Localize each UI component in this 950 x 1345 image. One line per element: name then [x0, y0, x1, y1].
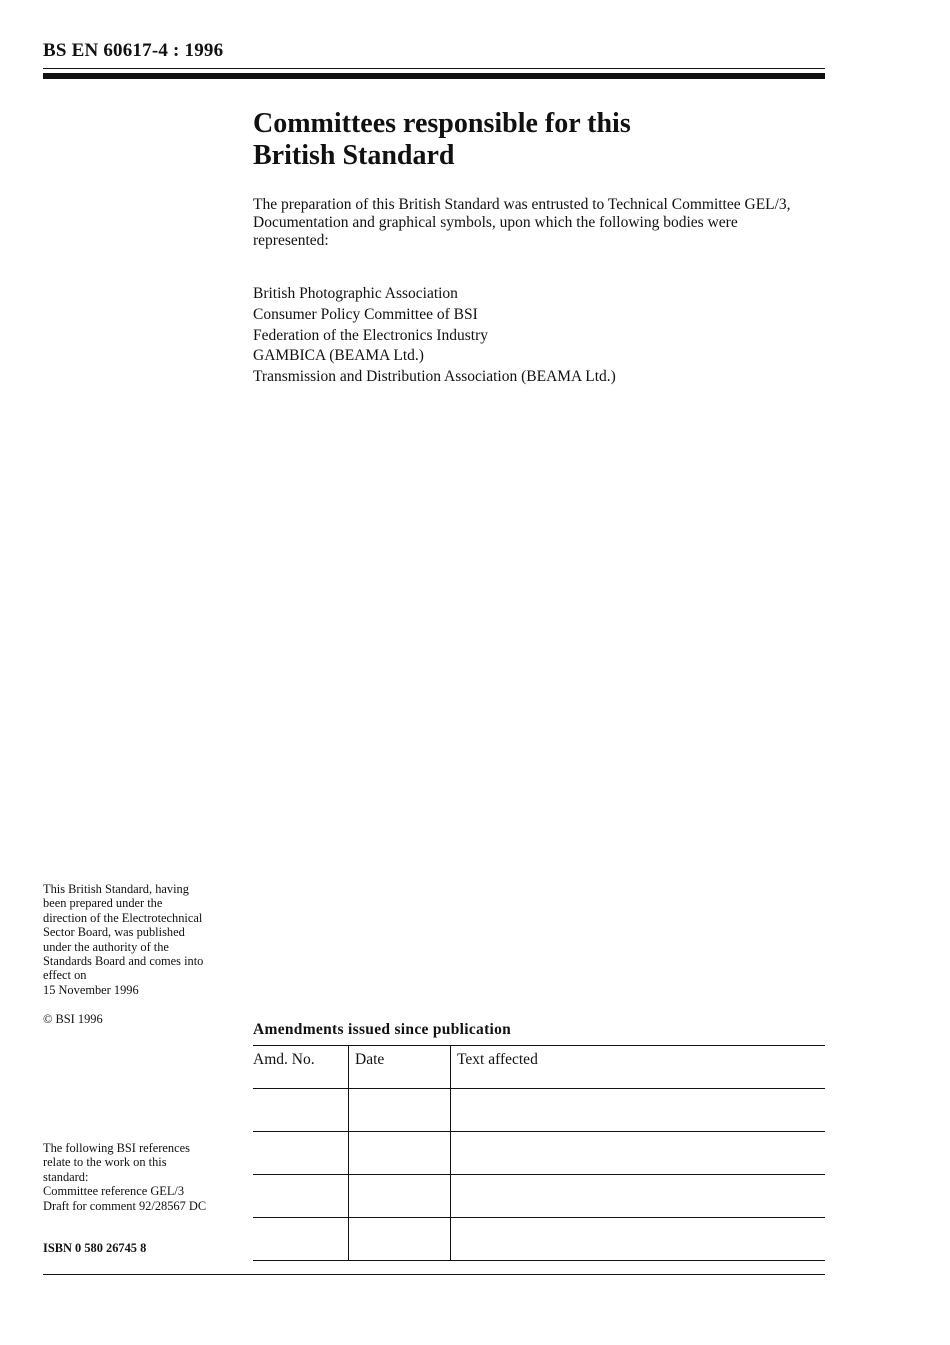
list-item: Consumer Policy Committee of BSI	[253, 305, 478, 323]
table-header-row	[253, 1046, 825, 1089]
page-title	[253, 108, 813, 172]
publication-note-line: direction of the Electrotechnical	[43, 910, 203, 925]
list-item: British Photographic Association	[253, 285, 458, 302]
list-item: Transmission and Distribution Association (BEAMA Ltd.)	[253, 368, 616, 386]
table-row	[253, 1218, 825, 1261]
intro-paragraph: The preparation of this British Standard was entrusted to Technical Committee GEL/3, Documentation and graphical symbols, upon which the following bodies were represented:	[253, 196, 791, 249]
header-rule-thick	[43, 73, 825, 79]
table-cell	[253, 1089, 349, 1132]
bsi-references-line: relate to the work on this	[43, 1155, 167, 1170]
table-cell	[451, 1089, 826, 1132]
column-header-amd-no: Amd. No.	[253, 1046, 349, 1089]
publication-note-line: 15 November 1996	[43, 982, 139, 997]
table-cell	[451, 1132, 826, 1175]
bsi-references	[43, 1141, 233, 1213]
table-cell	[253, 1132, 349, 1175]
table-cell	[349, 1175, 451, 1218]
column-header-date: Date	[349, 1046, 451, 1089]
copyright-notice: © BSI 1996	[43, 1012, 103, 1026]
table-row	[253, 1132, 825, 1175]
publication-note	[43, 882, 233, 997]
document-code: BS EN 60617-4 : 1996	[43, 40, 224, 61]
publication-note-line: been prepared under the	[43, 896, 163, 911]
bsi-references-line: Committee reference GEL/3	[43, 1184, 185, 1199]
table-cell	[451, 1218, 826, 1261]
publication-note-line: Standards Board and comes into	[43, 954, 204, 969]
table-cell	[349, 1218, 451, 1261]
table-cell	[253, 1218, 349, 1261]
isbn: ISBN 0 580 26745 8	[43, 1241, 147, 1255]
publication-note-line: effect on	[43, 968, 87, 983]
publication-note-line: Sector Board, was published	[43, 925, 185, 940]
bsi-references-line: The following BSI references	[43, 1141, 190, 1155]
table-cell	[253, 1175, 349, 1218]
amendments-title: Amendments issued since publication	[253, 1021, 512, 1038]
table-cell	[349, 1132, 451, 1175]
publication-note-line: This British Standard, having	[43, 882, 189, 896]
table-cell	[451, 1175, 826, 1218]
table-cell	[349, 1089, 451, 1132]
column-header-text-affected: Text affected	[451, 1046, 826, 1089]
list-item: Federation of the Electronics Industry	[253, 326, 489, 344]
bsi-references-line: Draft for comment 92/28567 DC	[43, 1198, 207, 1213]
footer-rule	[43, 1274, 825, 1275]
list-item: GAMBICA (BEAMA Ltd.)	[253, 347, 424, 365]
table-row	[253, 1175, 825, 1218]
table-row	[253, 1089, 825, 1132]
page-title-line-1: Committees responsible for this	[253, 108, 631, 139]
bsi-references-line: standard:	[43, 1169, 89, 1184]
page-title-line-2: British Standard	[253, 140, 455, 171]
publication-note-line: under the authority of the	[43, 939, 169, 954]
represented-bodies-list	[253, 284, 813, 388]
amendments-table	[253, 1045, 825, 1261]
header-rule-thin	[43, 68, 825, 69]
